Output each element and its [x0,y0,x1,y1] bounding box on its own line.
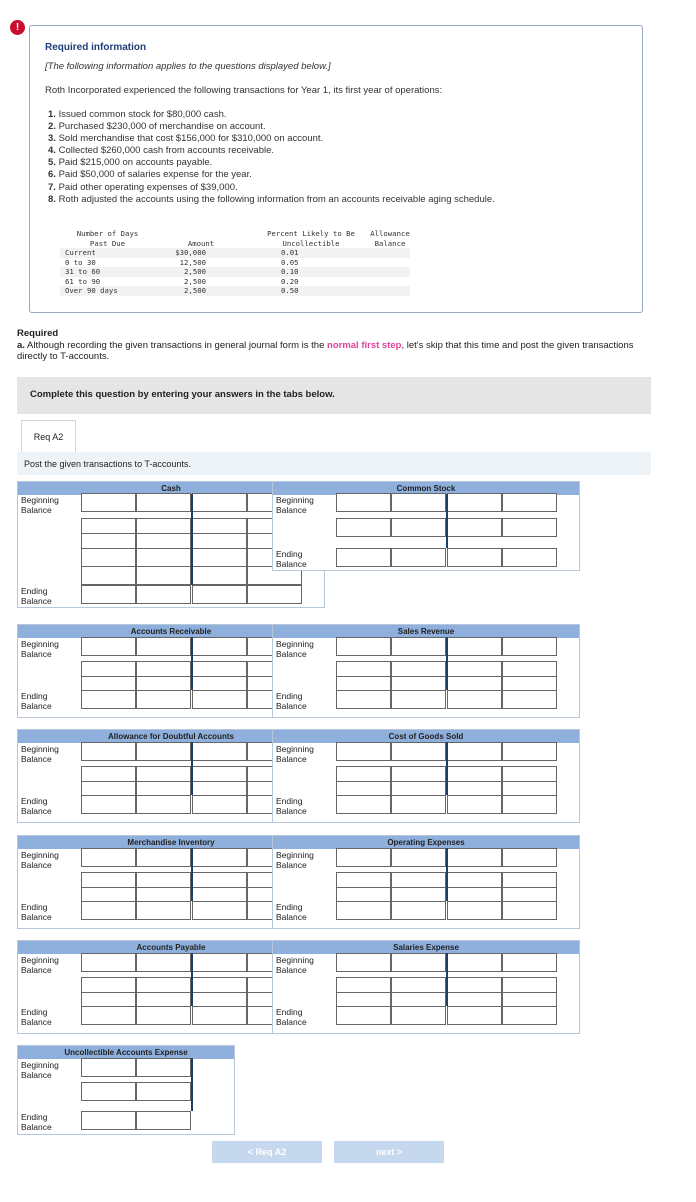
ending-balance-input[interactable] [192,901,247,920]
amount-input[interactable] [391,953,446,972]
required-information-box [29,25,643,313]
amount-input[interactable] [192,566,247,585]
ending-balance-label: Ending Balance [21,796,52,816]
ending-balance-input[interactable] [192,1006,247,1025]
t-account-divider [191,742,193,795]
t-account-divider [191,1058,193,1111]
amount-input[interactable] [391,518,446,537]
prev-button[interactable]: < Req A2 [212,1141,322,1163]
amount-input[interactable] [81,953,136,972]
ending-balance-input[interactable] [81,1111,136,1130]
required-heading: Required [17,328,59,339]
instruction-bar: Post the given transactions to T-accounts. [17,452,651,475]
aging-header-amount: Amount [187,238,215,248]
t-account-title: Salaries Expense [273,941,579,954]
ending-balance-label: Ending Balance [276,902,307,922]
amount-input[interactable] [391,637,446,656]
amount-input[interactable] [502,953,557,972]
aging-header-days: Number of Days Past Due [76,229,139,248]
t-account-title: Allowance for Doubtful Accounts [18,730,324,743]
transaction-item: 5. Paid $215,000 on accounts payable. [48,157,213,169]
required-section [17,328,647,363]
ending-balance-label: Ending Balance [21,586,52,606]
ending-balance-label: Ending Balance [21,1112,52,1132]
beginning-balance-label: Beginning Balance [276,850,314,870]
table-row: 0 to 30 12,500 0.05 [65,257,299,267]
t-account-title: Accounts Receivable [18,625,324,638]
transaction-item: 2. Purchased $230,000 of merchandise on account. [48,121,266,133]
t-account-title: Accounts Payable [18,941,324,954]
transaction-item: 8. Roth adjusted the accounts using the following information from an accounts receivable aging schedule. [48,193,495,205]
amount-input[interactable] [136,493,191,512]
ending-balance-input[interactable] [447,690,502,709]
ending-balance-input[interactable] [247,585,302,604]
ending-balance-input[interactable] [391,901,446,920]
t-account-divider [446,494,448,548]
transaction-item: 6. Paid $50,000 of salaries expense for the year. [48,169,252,181]
ending-balance-input[interactable] [447,795,502,814]
amount-input[interactable] [502,637,557,656]
ending-balance-input[interactable] [81,795,136,814]
table-row: Over 90 days 2,500 0.50 [60,286,410,296]
amount-input[interactable] [336,518,391,537]
ending-balance-label: Ending Balance [276,691,307,711]
amount-input[interactable] [502,742,557,761]
t-account-title: Cash [18,482,324,495]
t-account-divider [191,494,193,585]
amount-input[interactable] [136,566,191,585]
info-intro: Roth Incorporated experienced the following transactions for Year 1, its first year of operations: [45,85,443,96]
beginning-balance-label: Beginning Balance [21,955,59,975]
amount-input[interactable] [192,742,247,761]
ending-balance-input[interactable] [391,795,446,814]
complete-question-bar: Complete this question by entering your answers in the tabs below. [17,377,651,414]
table-row: Current $30,000 0.01 [60,248,410,258]
t-account-divider [446,742,448,795]
t-account-divider [191,637,193,690]
t-account-title: Sales Revenue [273,625,579,638]
amount-input[interactable] [447,493,502,512]
amount-input[interactable] [336,493,391,512]
ending-balance-label: Ending Balance [21,691,52,711]
ending-balance-input[interactable] [391,1006,446,1025]
table-row: 61 to 90 2,500 0.20 [65,276,299,286]
amount-input[interactable] [81,742,136,761]
amount-input[interactable] [81,548,136,567]
next-button[interactable]: next > [334,1141,444,1163]
beginning-balance-label: Beginning Balance [21,1060,59,1080]
beginning-balance-label: Beginning Balance [21,744,59,764]
transaction-item: 7. Paid other operating expenses of $39,000. [48,181,238,193]
amount-input[interactable] [447,742,502,761]
ending-balance-input[interactable] [502,901,557,920]
ending-balance-input[interactable] [502,795,557,814]
info-title: Required information [45,42,147,53]
amount-input[interactable] [502,518,557,537]
t-account-divider [191,953,193,1006]
transaction-list [48,109,495,206]
ending-balance-input[interactable] [447,548,502,567]
amount-input[interactable] [336,742,391,761]
beginning-balance-label: Beginning Balance [21,639,59,659]
t-account-title: Common Stock [273,482,579,495]
ending-balance-input[interactable] [391,548,446,567]
ending-balance-input[interactable] [336,548,391,567]
amount-input[interactable] [502,493,557,512]
ending-balance-input[interactable] [136,901,191,920]
table-row: 31 to 60 2,500 0.10 [60,267,410,277]
ending-balance-input[interactable] [81,585,136,604]
aging-header-percent: Percent Likely to Be Uncollectible [267,229,355,248]
required-part-a: a. Although recording the given transactions in general journal form is the normal first step, let's skip that this time and post the given transactions directly to T-accounts. [17,339,634,362]
amount-input[interactable] [81,1082,136,1101]
amount-input[interactable] [336,637,391,656]
ending-balance-input[interactable] [447,1006,502,1025]
ending-balance-input[interactable] [336,690,391,709]
ending-balance-label: Ending Balance [21,902,52,922]
t-account-title: Uncollectible Accounts Expense [18,1046,234,1059]
beginning-balance-label: Beginning Balance [276,744,314,764]
amount-input[interactable] [136,1058,191,1077]
amount-input[interactable] [192,637,247,656]
ending-balance-input[interactable] [502,690,557,709]
amount-input[interactable] [136,1082,191,1101]
beginning-balance-label: Beginning Balance [276,639,314,659]
ending-balance-input[interactable] [502,548,557,567]
amount-input[interactable] [502,848,557,867]
beginning-balance-label: Beginning Balance [276,955,314,975]
t-account-divider [446,848,448,901]
info-subtitle: [The following information applies to the questions displayed below.] [45,61,331,72]
t-account-divider [446,637,448,690]
t-account-title: Cost of Goods Sold [273,730,579,743]
amount-input[interactable] [81,637,136,656]
t-account-divider [191,848,193,901]
alert-icon: ! [10,20,25,35]
ending-balance-input[interactable] [136,585,191,604]
ending-balance-input[interactable] [136,795,191,814]
amount-input[interactable] [447,953,502,972]
ending-balance-input[interactable] [447,901,502,920]
ending-balance-input[interactable] [502,1006,557,1025]
ending-balance-label: Ending Balance [276,549,307,569]
amount-input[interactable] [136,953,191,972]
ending-balance-input[interactable] [336,1006,391,1025]
ending-balance-input[interactable] [81,901,136,920]
amount-input[interactable] [447,848,502,867]
amount-input[interactable] [391,848,446,867]
tab-req-a2[interactable]: Req A2 [21,420,76,452]
transaction-item: 1. Issued common stock for $80,000 cash. [48,109,227,120]
beginning-balance-label: Beginning Balance [21,850,59,870]
t-account-divider [446,953,448,1006]
amount-input[interactable] [192,548,247,567]
amount-input[interactable] [81,566,136,585]
amount-input[interactable] [81,848,136,867]
ending-balance-label: Ending Balance [276,796,307,816]
ending-balance-input[interactable] [192,795,247,814]
t-account-title: Operating Expenses [273,836,579,849]
ending-balance-input[interactable] [136,1111,191,1130]
ending-balance-input[interactable] [81,1006,136,1025]
ending-balance-input[interactable] [336,901,391,920]
amount-input[interactable] [81,493,136,512]
ending-balance-label: Ending Balance [276,1007,307,1027]
ending-balance-input[interactable] [81,690,136,709]
amount-input[interactable] [81,1058,136,1077]
ending-balance-input[interactable] [192,690,247,709]
amount-input[interactable] [192,493,247,512]
amount-input[interactable] [336,953,391,972]
amount-input[interactable] [336,848,391,867]
amount-input[interactable] [391,493,446,512]
ending-balance-label: Ending Balance [21,1007,52,1027]
amount-input[interactable] [136,848,191,867]
ending-balance-input[interactable] [136,1006,191,1025]
amount-input[interactable] [192,953,247,972]
amount-input[interactable] [447,518,502,537]
transaction-item: 4. Collected $260,000 cash from accounts receivable. [48,145,275,157]
amount-input[interactable] [136,742,191,761]
beginning-balance-label: Beginning Balance [276,495,314,515]
amount-input[interactable] [136,548,191,567]
ending-balance-input[interactable] [192,585,247,604]
ending-balance-input[interactable] [136,690,191,709]
amount-input[interactable] [136,637,191,656]
ending-balance-input[interactable] [391,690,446,709]
ending-balance-input[interactable] [336,795,391,814]
highlight-text: normal first step [327,339,402,351]
transaction-item: 3. Sold merchandise that cost $156,000 for $310,000 on account. [48,133,324,145]
beginning-balance-label: Beginning Balance [21,495,59,515]
amount-input[interactable] [192,848,247,867]
t-account-title: Merchandise Inventory [18,836,324,849]
amount-input[interactable] [391,742,446,761]
aging-header-allowance: Allowance Balance [370,229,410,248]
amount-input[interactable] [447,637,502,656]
